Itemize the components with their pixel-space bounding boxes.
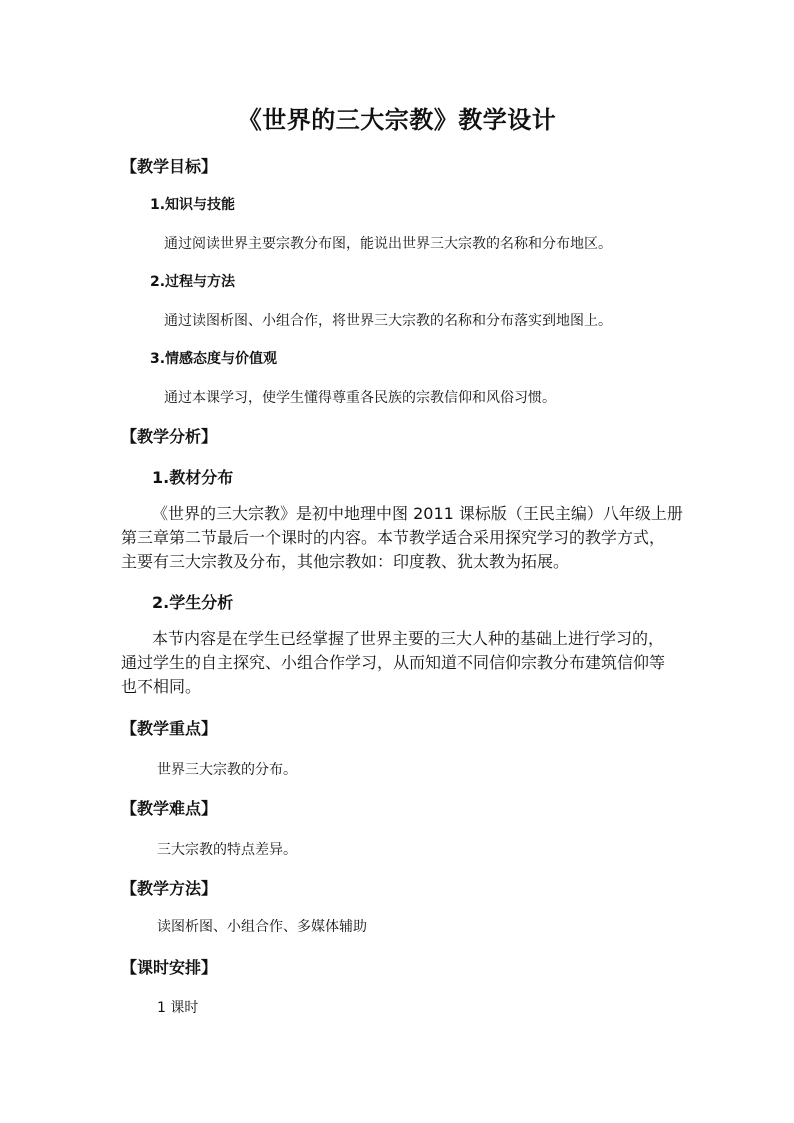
- objective-text-knowledge: 通过阅读世界主要宗教分布图，能说出世界三大宗教的名称和分布地区。: [164, 236, 612, 252]
- analysis-paragraph-material: [121, 502, 681, 574]
- analysis-heading-students: 2.学生分析: [152, 593, 234, 612]
- paragraph-line: 本节内容是在学生已经掌握了世界主要的三大人种的基础上进行学习的，: [152, 629, 665, 648]
- objective-text-process: 通过读图析图、小组合作，将世界三大宗教的名称和分布落实到地图上。: [164, 313, 612, 329]
- analysis-heading-material: 1.教材分布: [152, 468, 234, 487]
- paragraph-line: 通过学生的自主探究、小组合作学习，从而知道不同信仰宗教分布建筑信仰等: [121, 653, 666, 672]
- schedule-text: 1 课时: [157, 1000, 199, 1016]
- paragraph-line: 第三章第二节最后一个课时的内容。本节教学适合采用探究学习的教学方式，: [121, 528, 666, 547]
- section-heading-methods: 【教学方法】: [121, 879, 218, 898]
- objective-heading-knowledge: 1.知识与技能: [150, 197, 236, 213]
- methods-text: 读图析图、小组合作、多媒体辅助: [157, 919, 367, 935]
- objective-heading-process: 2.过程与方法: [150, 274, 236, 290]
- section-heading-key-points: 【教学重点】: [121, 719, 218, 738]
- section-heading-schedule: 【课时安排】: [121, 958, 218, 977]
- objective-heading-values: 3.情感态度与价值观: [150, 351, 278, 367]
- analysis-paragraph-students: [121, 627, 681, 699]
- objective-text-values: 通过本课学习，使学生懂得尊重各民族的宗教信仰和风俗习惯。: [164, 390, 556, 406]
- paragraph-line: 《世界的三大宗教》是初中地理中图 2011 课标版（王民主编）八年级上册: [152, 504, 683, 523]
- section-heading-difficulties: 【教学难点】: [121, 799, 218, 818]
- section-heading-objectives: 【教学目标】: [121, 157, 218, 176]
- difficulties-text: 三大宗教的特点差异。: [157, 842, 297, 858]
- section-heading-analysis: 【教学分析】: [121, 427, 218, 446]
- paragraph-line: 也不相同。: [121, 677, 202, 696]
- document-title: 《世界的三大宗教》教学设计: [237, 106, 557, 134]
- key-points-text: 世界三大宗教的分布。: [157, 762, 297, 778]
- paragraph-line: 主要有三大宗教及分布，其他宗教如：印度教、犹太教为拓展。: [121, 552, 570, 571]
